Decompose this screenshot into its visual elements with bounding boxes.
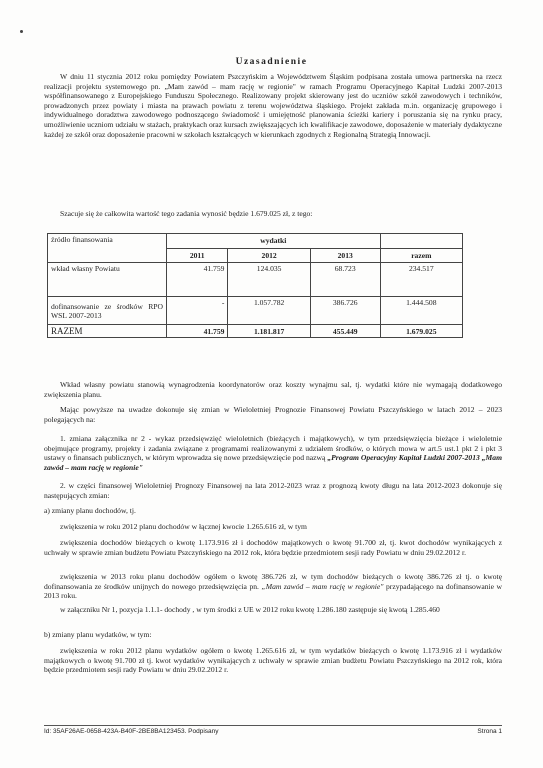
table-cell: 68.723: [310, 263, 380, 297]
change-2-paragraph: 2. w części finansowej Wieloletniej Prognozy Finansowej na lata 2012-2023 wraz z prognozą kwoty długu na lata 2012-2023 dokonuje się następujących zmian:: [44, 481, 502, 500]
income-changes-heading: a) zmiany planu dochodów, tj.: [44, 506, 136, 515]
table-cell: 234.517: [380, 263, 462, 297]
year-header: 2011: [167, 248, 228, 263]
source-header: źródło finansowania: [48, 234, 167, 263]
expense-changes-heading: b) zmiany planu wydatków, w tym:: [44, 630, 152, 639]
intro-paragraph: W dniu 11 stycznia 2012 roku pomiędzy Powiatem Pszczyńskim a Województwem Śląskim podpisana została umowa partnerska na rzecz realizacji projektu systemowego pn. „Mam zawód – mam rację w regionie" w ramach Programu Operacyjnego Kapitał Ludzki 2007-2013 współfinansowanego z Europejskiego Funduszu Społecznego. Realizowany projekt skierowany jest do uczniów szkół zawodowych i techników, prowadzonych przez powiaty i miasta na prawach powiatu z terenu województwa śląskiego. Projekt zakłada m.in. organizację grupowego i indywidualnego doradztwa zawodowego podnoszącego świadomość i umiejętność planowania ścieżki kariery i poruszania się na rynku pracy, umożliwienie uczniom udziału w stażach, praktykach oraz kursach zwiększających ich kwalifikacje zawodowe, doposażenie w materiały dydaktyczne każdej ze szkół oraz doposażenie pracowni w szkołach kształcących w kierunkach zgodnych z Regionalną Strategią Innowacji.: [44, 72, 502, 139]
income-2013-paragraph: zwiększenia w 2013 roku planu dochodów ogółem o kwotę 386.726 zł, w tym dochodów bieżących o kwotę 386.726 zł tj. o kwotę dofinansowania ze środków unijnych do nowego przedsięwzięcia pn. „Mam zawód – mam rację w regionie" przypadającego na dofinansowanie w 2013 roku.: [44, 572, 503, 601]
row-label: dofinansowanie ze środków RPO WSL 2007-2013: [48, 297, 167, 325]
document-id: Id: 35AF26AE-0658-423A-B40F-2BE8BA123453. Podpisany: [44, 728, 219, 735]
row-label: wkład własny Powiatu: [48, 263, 167, 297]
table-row: [48, 263, 463, 297]
table-row: [48, 297, 463, 325]
attachment-paragraph: w załączniku Nr 1, pozycja 1.1.1- dochody , w tym środki z UE w 2012 roku kwotę 1.286.180 zastępuje się kwotą 1.285.460: [60, 605, 440, 614]
own-contribution-paragraph: Wkład własny powiatu stanowią wynagrodzenia koordynatorów oraz koszty wynajmu sal, tj. wydatki które nie wymagają dodatkowego zwiększenia planu.: [44, 380, 502, 399]
table-total-row: [48, 325, 463, 338]
financing-table: [47, 233, 463, 338]
table-cell: 1.679.025: [380, 325, 462, 338]
table-cell: 1.444.508: [380, 297, 462, 325]
scan-mark: [20, 30, 23, 33]
expenses-header: wydatki: [167, 234, 381, 249]
total-value-paragraph: Szacuje się że całkowita wartość tego zadania wynosić będzie 1.679.025 zł, z tego:: [60, 209, 313, 218]
table-cell: 1.057.782: [228, 297, 310, 325]
document-title: Uzasadnienie: [235, 57, 308, 67]
year-header: 2013: [310, 248, 380, 263]
year-header: 2012: [228, 248, 310, 263]
table-cell: 1.181.817: [228, 325, 310, 338]
income-current-paragraph: zwiększenia dochodów bieżących o kwotę 1.173.916 zł i dochodów majątkowych o kwotę 91.700 zł, tj. kwot dochodów wynikających z uchwały w sprawie zmian budżetu Powiatu Pszczyńskiego na 2012 rok, która będzie przedmiotem sesji rady Powiatu w dniu 29.02.2012 r.: [44, 538, 502, 557]
table-cell: 41.759: [167, 263, 228, 297]
change-1-paragraph: 1. zmiana załącznika nr 2 - wykaz przedsięwzięć wieloletnich (bieżących i majątkowych), w tym przedsięwzięcia bieżące i wieloletnie obejmujące programy, projekty i zadania związane z programami realizowanymi z udziałem środków, o których mowa w art.5 ust.1 pkt 2 i pkt 3 ustawy o finansach publicznych, w którym wprowadza się nowe przedsięwzięcie pod nazwą „Program Operacyjny Kapitał Ludzki 2007-2013 „Mam zawód – mam rację w regionie": [44, 434, 502, 472]
income-2012-paragraph: zwiększenia w roku 2012 planu dochodów w łącznej kwocie 1.265.616 zł, w tym: [60, 522, 307, 531]
changes-intro-paragraph: Mając powyższe na uwadze dokonuje się zmian w Wieloletniej Prognozie Finansowej Powiatu Pszczyńskiego w latach 2012 – 2023 polegających na:: [44, 405, 502, 424]
table-cell: -: [167, 297, 228, 325]
row-label: RAZEM: [48, 325, 167, 338]
table-cell: 386.726: [310, 297, 380, 325]
expense-2012-paragraph: zwiększenia w roku 2012 planu wydatków ogółem o kwotę 1.265.616 zł, w tym wydatków bieżących o kwotę 1.173.916 zł i wydatków majątkowych o kwotę 91.700 zł tj. kwot wydatków wynikających z uchwały w sprawie zmian budżetu Powiatu Pszczyńskiego na 2012 rok, która będzie przedmiotem sesji rady Powiatu w dniu 29.02.2012 r.: [44, 646, 502, 675]
table-header-row: [48, 234, 463, 249]
page-number: Strona 1: [477, 728, 502, 735]
table-cell: 41.759: [167, 325, 228, 338]
page-footer: [44, 725, 502, 735]
table-cell: 455.449: [310, 325, 380, 338]
table-cell: 124.035: [228, 263, 310, 297]
total-header: razem: [380, 248, 462, 263]
